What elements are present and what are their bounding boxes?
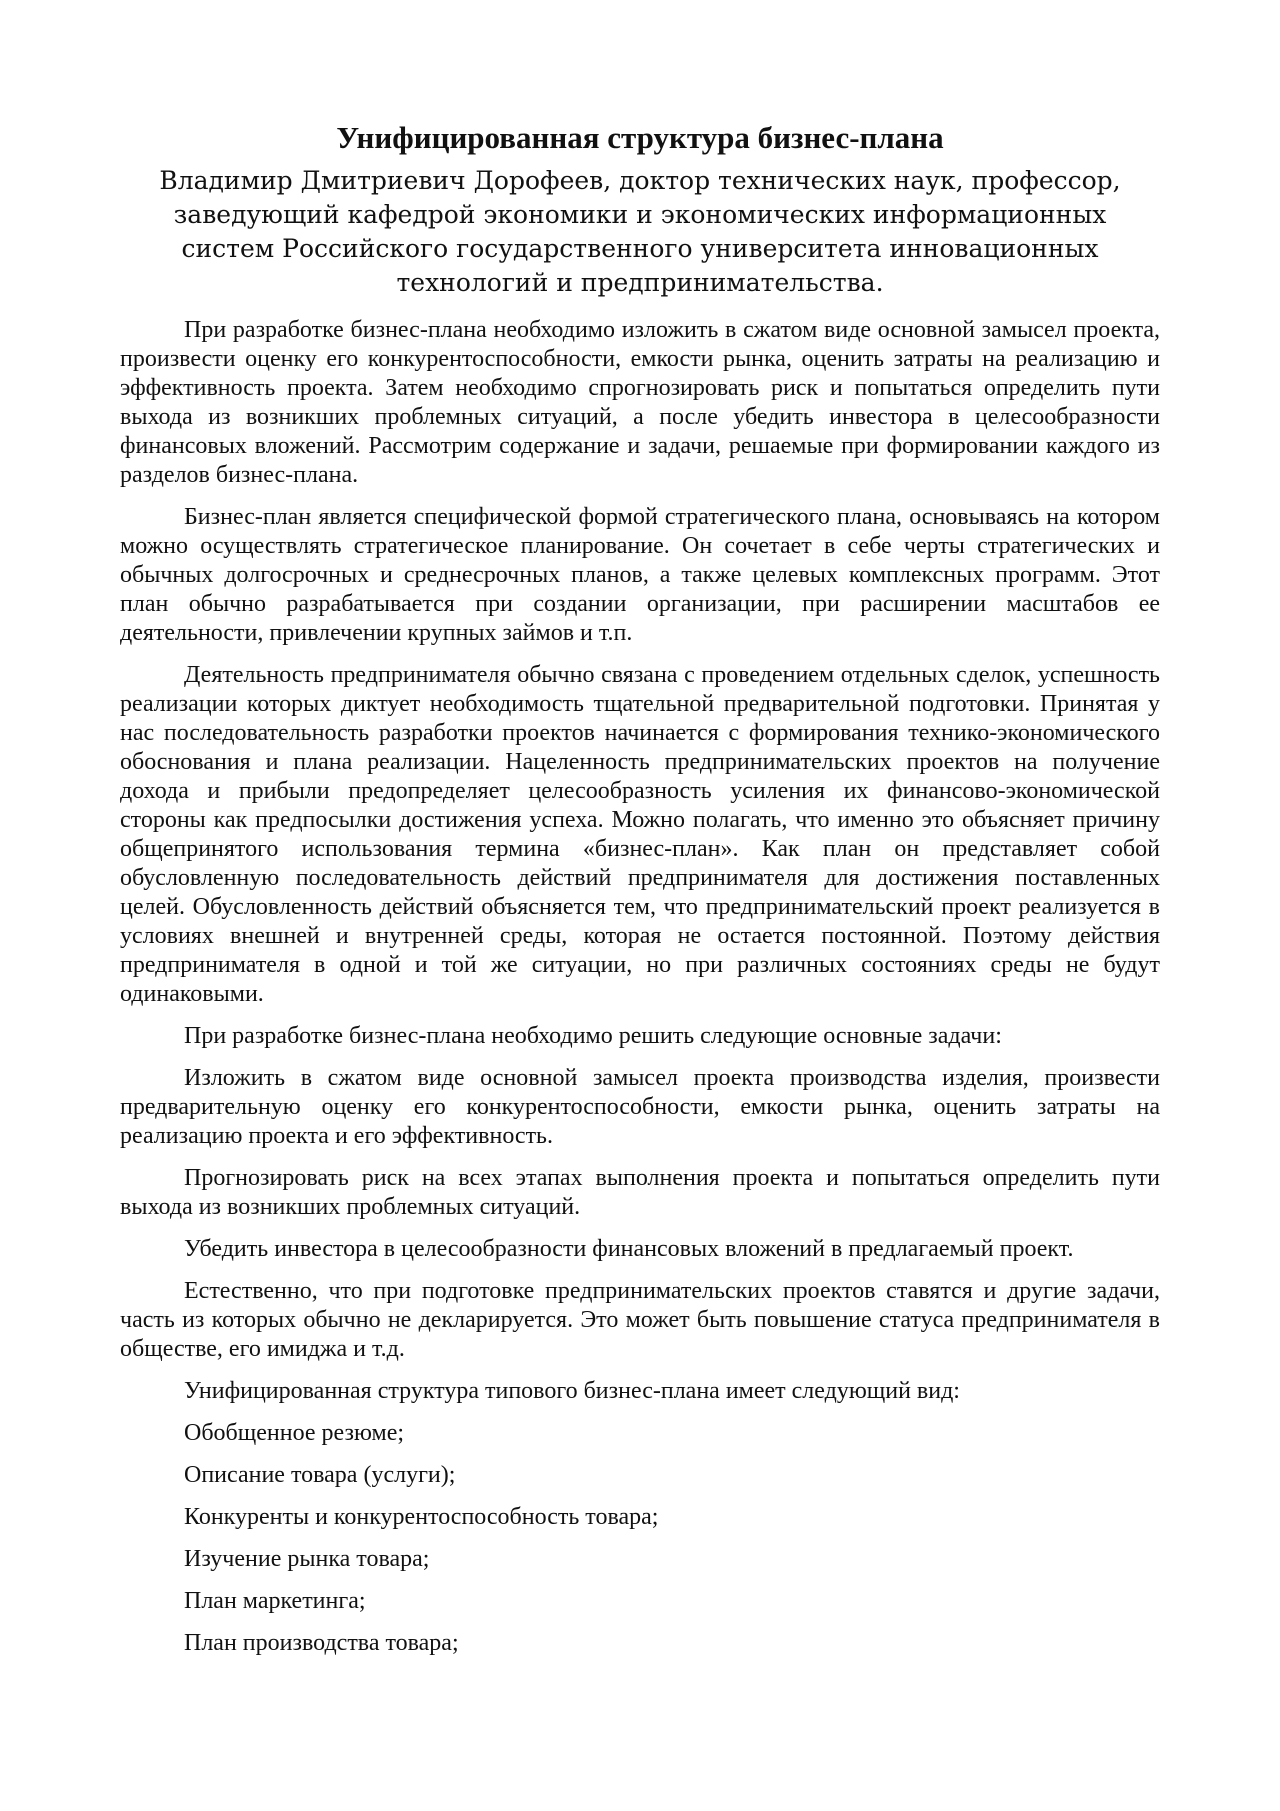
- document-page: [120, 118, 1160, 1671]
- paragraph-8: Естественно, что при подготовке предпринимательских проектов ставятся и другие задачи, часть из которых обычно не декларируется. Это может быть повышение статуса предпринимателя в обществе, его имиджа и т.д.: [120, 1278, 1160, 1362]
- structure-list: [120, 1419, 1160, 1658]
- document-title: Унифицированная структура бизнес-плана: [336, 120, 944, 155]
- list-item: План маркетинга;: [184, 1588, 366, 1614]
- paragraph-9: Унифицированная структура типового бизнес-плана имеет следующий вид:: [184, 1378, 960, 1404]
- paragraph-3: Деятельность предпринимателя обычно связана с проведением отдельных сделок, успешность реализации которых диктует необходимость тщательной предварительной подготовки. Принятая у нас последовательность разработки проектов начинается с формирования технико-экономического обоснования и плана реализации. Нацеленность предпринимательских проектов на получение дохода и прибыли предопределяет целесообразность усиления их финансово-экономической стороны как предпосылки достижения успеха. Можно полагать, что именно это объясняет причину общепринятого использования термина «бизнес-план». Как план он представляет собой обусловленную последовательность действий предпринимателя для достижения поставленных целей. Обусловленность действий объясняется тем, что предпринимательский проект реализуется в условиях внешней и внутренней среды, которая не остается постоянной. Поэтому действия предпринимателя в одной и той же ситуации, но при различных состояниях среды не будут одинаковыми.: [120, 662, 1160, 1007]
- list-item: Описание товара (услуги);: [184, 1462, 456, 1488]
- list-item: Обобщенное резюме;: [184, 1420, 405, 1446]
- paragraph-5: Изложить в сжатом виде основной замысел проекта производства изделия, произвести предварительную оценку его конкурентоспособности, емкости рынка, оценить затраты на реализацию проекта и его эффективность.: [120, 1065, 1160, 1149]
- list-item: Изучение рынка товара;: [184, 1546, 430, 1572]
- paragraph-7: Убедить инвестора в целесообразности финансовых вложений в предлагаемый проект.: [184, 1236, 1074, 1262]
- list-item: План производства товара;: [184, 1630, 459, 1656]
- paragraph-2: Бизнес-план является специфической формой стратегического плана, основываясь на котором можно осуществлять стратегическое планирование. Он сочетает в себе черты стратегических и обычных долгосрочных и среднесрочных планов, а также целевых комплексных программ. Этот план обычно разрабатывается при создании организации, при расширении масштабов ее деятельности, привлечении крупных займов и т.п.: [120, 504, 1160, 646]
- paragraph-4: При разработке бизнес-плана необходимо решить следующие основные задачи:: [184, 1023, 1002, 1049]
- paragraph-1: При разработке бизнес-плана необходимо изложить в сжатом виде основной замысел проекта, произвести оценку его конкурентоспособности, емкости рынка, оценить затраты на реализацию и эффективность проекта. Затем необходимо спрогнозировать риск и попытаться определить пути выхода из возникших проблемных ситуаций, а после убедить инвестора в целесообразности финансовых вложений. Рассмотрим содержание и задачи, решаемые при формировании каждого из разделов бизнес-плана.: [120, 317, 1160, 488]
- paragraph-6: Прогнозировать риск на всех этапах выполнения проекта и попытаться определить пути выхода из возникших проблемных ситуаций.: [120, 1165, 1160, 1220]
- list-item: Конкуренты и конкурентоспособность товара;: [184, 1504, 659, 1530]
- author-info: Владимир Дмитриевич Дорофеев, доктор технических наук, профессор, заведующий кафедрой экономики и экономических информационных систем Российского государственного университета инновационных технологий и предпринимательства.: [159, 166, 1121, 297]
